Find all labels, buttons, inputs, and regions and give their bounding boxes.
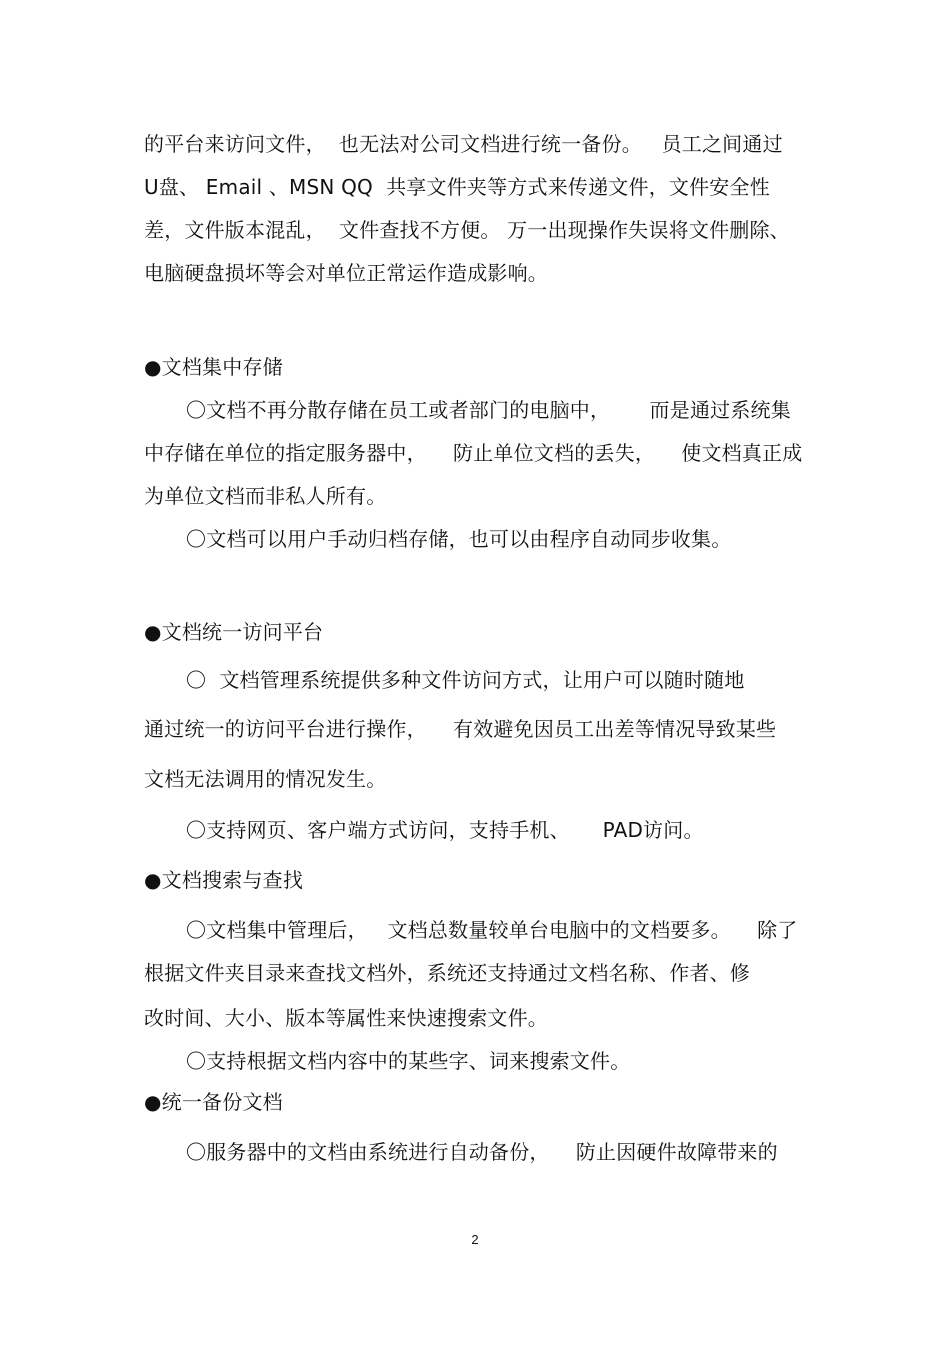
body-text-line: 〇支持根据文档内容中的某些字、词来搜索文件。 <box>186 1049 631 1073</box>
body-text-line: 〇服务器中的文档由系统进行自动备份， 防止因硬件故障带来的 <box>186 1140 778 1164</box>
body-text-line: 文档无法调用的情况发生。 <box>144 767 387 791</box>
section-heading: ●文档统一访问平台 <box>144 620 324 644</box>
body-text-line: 〇文档可以用户手动归档存储，也可以由程序自动同步收集。 <box>186 527 732 551</box>
body-text-line: 〇文档不再分散存储在员工或者部门的电脑中， 而是通过系统集 <box>186 398 791 422</box>
body-text-line: 中存储在单位的指定服务器中， 防止单位文档的丢失， 使文档真正成 <box>144 441 803 465</box>
body-text-line: 〇文档集中管理后， 文档总数量较单台电脑中的文档要多。 除了 <box>186 918 798 942</box>
body-text-line: 根据文件夹目录来查找文档外，系统还支持通过文档名称、作者、修 <box>144 961 750 985</box>
body-text-line: 改时间、大小、版本等属性来快速搜索文件。 <box>144 1006 548 1030</box>
section-heading: ●文档集中存储 <box>144 355 283 379</box>
section-heading: ●统一备份文档 <box>144 1090 283 1114</box>
page-number: 2 <box>471 1232 479 1247</box>
body-text-line: 为单位文档而非私人所有。 <box>144 484 387 508</box>
body-text-line: 〇 文档管理系统提供多种文件访问方式，让用户可以随时随地 <box>186 668 745 692</box>
body-text-line: U盘、 Email 、MSN QQ 共享文件夹等方式来传递文件，文件安全性 <box>144 175 770 199</box>
body-text-line: 通过统一的访问平台进行操作， 有效避免因员工出差等情况导致某些 <box>144 717 777 741</box>
body-text-line: 电脑硬盘损坏等会对单位正常运作造成影响。 <box>144 261 548 285</box>
body-text-line: 差，文件版本混乱， 文件查找不方便。 万一出现操作失误将文件删除、 <box>144 218 790 242</box>
body-text-line: 的平台来访问文件， 也无法对公司文档进行统一备份。 员工之间通过 <box>144 132 783 156</box>
section-heading: ●文档搜索与查找 <box>144 868 304 892</box>
body-text-line: 〇支持网页、客户端方式访问，支持手机、 PAD访问。 <box>186 818 704 842</box>
